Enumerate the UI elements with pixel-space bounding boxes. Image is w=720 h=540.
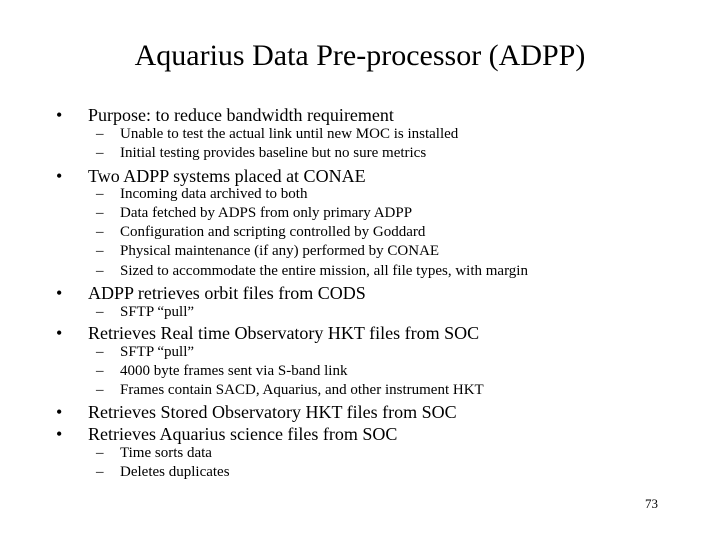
bullet-text: Retrieves Stored Observatory HKT files from SOC bbox=[88, 402, 457, 422]
sub-bullet-marker: – bbox=[96, 263, 104, 279]
sub-bullet-marker: – bbox=[96, 224, 104, 240]
sub-bullet-text: Physical maintenance (if any) performed by CONAE bbox=[120, 243, 440, 259]
sub-bullet-marker: – bbox=[96, 186, 104, 202]
sub-bullet-marker: – bbox=[96, 243, 104, 259]
bullet-text: ADPP retrieves orbit files from CODS bbox=[88, 283, 366, 303]
bullet-text: Retrieves Real time Observatory HKT files from SOC bbox=[88, 323, 480, 343]
sub-bullet-marker: – bbox=[96, 464, 104, 480]
sub-bullet-marker: – bbox=[96, 145, 104, 161]
sub-bullet-text: SFTP “pull” bbox=[120, 304, 195, 320]
slide-title: Aquarius Data Pre-processor (ADPP) bbox=[134, 39, 586, 72]
bullet-text: Retrieves Aquarius science files from SOC bbox=[88, 424, 398, 444]
sub-bullet-marker: – bbox=[96, 382, 104, 398]
page-number: 73 bbox=[645, 496, 658, 511]
sub-bullet-marker: – bbox=[96, 445, 104, 461]
sub-bullet-text: Unable to test the actual link until new MOC is installed bbox=[120, 126, 459, 142]
bullet-text: Purpose: to reduce bandwidth requirement bbox=[88, 105, 394, 125]
sub-bullet-text: Initial testing provides baseline but no sure metrics bbox=[120, 145, 427, 161]
bullet-marker: • bbox=[56, 105, 63, 125]
sub-bullet-marker: – bbox=[96, 205, 104, 221]
bullet-marker: • bbox=[56, 424, 63, 444]
sub-bullet-text: SFTP “pull” bbox=[120, 344, 195, 360]
bullet-marker: • bbox=[56, 323, 63, 343]
sub-bullet-text: Frames contain SACD, Aquarius, and other instrument HKT bbox=[120, 382, 484, 398]
bullet-marker: • bbox=[56, 166, 63, 186]
sub-bullet-marker: – bbox=[96, 126, 104, 142]
sub-bullet-text: Data fetched by ADPS from only primary ADPP bbox=[120, 205, 413, 221]
sub-bullet-marker: – bbox=[96, 304, 104, 320]
sub-bullet-marker: – bbox=[96, 363, 104, 379]
sub-bullet-text: Deletes duplicates bbox=[120, 464, 230, 480]
sub-bullet-text: Incoming data archived to both bbox=[120, 186, 308, 202]
bullet-text: Two ADPP systems placed at CONAE bbox=[88, 166, 366, 186]
sub-bullet-marker: – bbox=[96, 344, 104, 360]
sub-bullet-text: 4000 byte frames sent via S-band link bbox=[120, 363, 348, 379]
sub-bullet-text: Sized to accommodate the entire mission, all file types, with margin bbox=[120, 263, 528, 279]
bullet-marker: • bbox=[56, 402, 63, 422]
sub-bullet-text: Configuration and scripting controlled by Goddard bbox=[120, 224, 426, 240]
bullet-marker: • bbox=[56, 283, 63, 303]
sub-bullet-text: Time sorts data bbox=[120, 445, 212, 461]
